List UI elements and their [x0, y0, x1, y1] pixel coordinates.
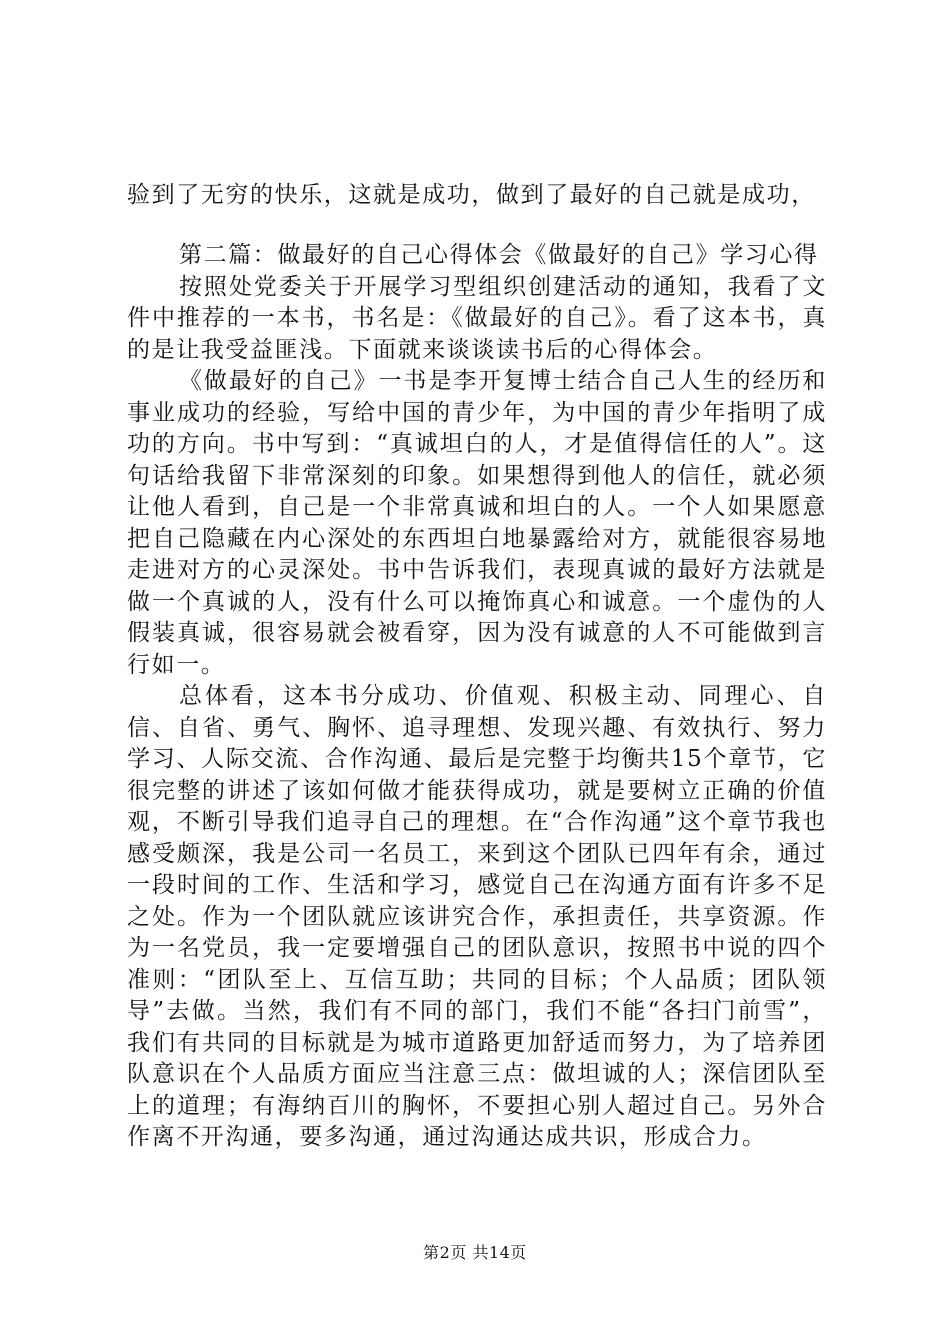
section-heading: 第二篇：做最好的自己心得体会《做最好的自己》学习心得	[179, 242, 819, 268]
paragraph-1: 按照处党委关于开展学习型组织创建活动的通知，我看了文件中推荐的一本书，书名是：《做最好的自己》。看了这本书，真的是让我受益匪浅。下面就来谈谈读书后的心得体会。	[127, 273, 827, 363]
previous-section-fragment	[127, 180, 827, 212]
page-number-label: 第2页 共14页	[423, 1243, 527, 1262]
section-body	[127, 240, 827, 1154]
page-footer	[0, 1240, 950, 1263]
paragraph-3: 总体看，这本书分成功、价值观、积极主动、同理心、自信、自省、勇气、胸怀、追寻理想、发现兴趣、有效执行、努力学习、人际交流、合作沟通、最后是完整于均衡共15个章节，它很完整的讲述了该如何做才能获得成功，就是要树立正确的价值观，不断引导我们追寻自己的理想。在“合作沟通”这个章节我也感受颇深，我是公司一名员工，来到这个团队已四年有余，通过一段时间的工作、生活和学习，感觉自己在沟通方面有许多不足之处。作为一个团队就应该讲究合作，承担责任，共享资源。作为一名党员，我一定要增强自己的团队意识，按照书中说的四个准则：“团队至上、互信互助；共同的目标；个人品质；团队领导”去做。当然，我们有不同的部门，我们不能“各扫门前雪”，我们有共同的目标就是为城市道路更加舒适而努力，为了培养团队意识在个人品质方面应当注意三点：做坦诚的人；深信团队至上的道理；有海纳百川的胸怀，不要担心别人超过自己。另外合作离不开沟通，要多沟通，通过沟通达成共识，形成合力。	[127, 683, 827, 1150]
paragraph-2: 《做最好的自己》一书是李开复博士结合自己人生的经历和事业成功的经验，写给中国的青少年，为中国的青少年指明了成功的方向。书中写到：“真诚坦白的人，才是值得信任的人”。这句话给我留下非常深刻的印象。如果想得到他人的信任，就必须让他人看到，自己是一个非常真诚和坦白的人。一个人如果愿意把自己隐藏在内心深处的东西坦白地暴露给对方，就能很容易地走进对方的心灵深处。书中告诉我们，表现真诚的最好方法就是做一个真诚的人，没有什么可以掩饰真心和诚意。一个虚伪的人假装真诚，很容易就会被看穿，因为没有诚意的人不可能做到言行如一。	[127, 368, 827, 678]
fragment-line: 验到了无穷的快乐，这就是成功，做到了最好的自己就是成功，	[127, 182, 816, 208]
